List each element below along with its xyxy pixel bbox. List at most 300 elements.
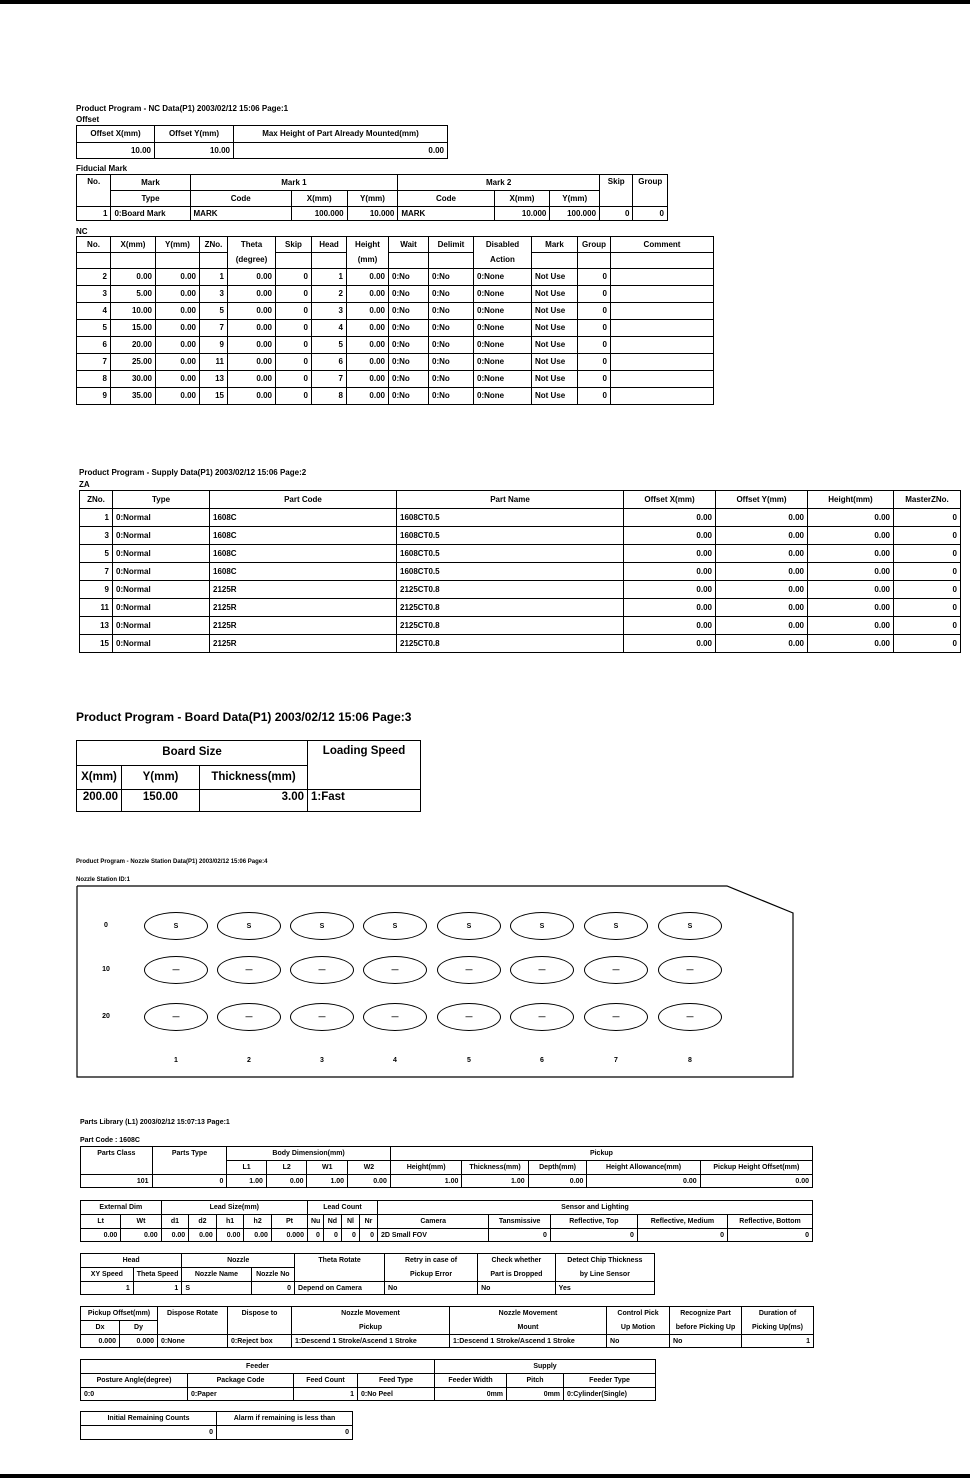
- nozzle-slot[interactable]: —: [437, 1003, 501, 1031]
- fid-m2-x-header: X(mm): [494, 191, 550, 207]
- board-table: [76, 740, 421, 812]
- supply-row-cell: 0.00: [808, 581, 894, 599]
- nc-row-cell: 8: [77, 371, 111, 388]
- supply-row-cell: 0.00: [716, 509, 808, 527]
- theta-speed-header: Theta Speed: [133, 1268, 182, 1282]
- lead-sensor-header-cell: d1: [161, 1215, 189, 1229]
- sensor-lighting-header: Sensor and Lighting: [377, 1201, 812, 1215]
- supply-row-cell: 0.00: [808, 545, 894, 563]
- nc-row-cell: 13: [200, 371, 228, 388]
- part-code-label: Part Code : 1608C: [80, 1137, 140, 1144]
- supply-row-cell: 5: [80, 545, 113, 563]
- nc-row-cell: 25.00: [111, 354, 156, 371]
- head-header: Head: [81, 1254, 182, 1268]
- nozzle-header: Nozzle: [182, 1254, 295, 1268]
- detect-thickness-header: Detect Chip Thickness: [555, 1254, 654, 1268]
- supply-row-cell: 3: [80, 527, 113, 545]
- nc-row-cell: 0: [276, 269, 312, 286]
- nc-row-cell: 3: [77, 286, 111, 303]
- nc-row-cell: 15: [200, 388, 228, 405]
- fid-type-header: Type: [111, 191, 190, 207]
- max-height-value: 0.00: [234, 143, 448, 159]
- theta-speed-value: 1: [133, 1282, 182, 1295]
- nc-table: [76, 236, 714, 405]
- nozzle-slot[interactable]: —: [437, 956, 501, 984]
- supply-row-cell: 9: [80, 581, 113, 599]
- fid-m2-code-header: Code: [398, 191, 494, 207]
- offset-label: Offset: [76, 115, 100, 124]
- fid-m1-y-header: Y(mm): [347, 191, 398, 207]
- parts-body-pickup-table: [80, 1146, 813, 1188]
- nc-row-cell: 0: [276, 286, 312, 303]
- supply-row-cell: 0.00: [624, 581, 716, 599]
- nc-h-theta: Theta: [228, 237, 276, 253]
- theta-rotate-header: Theta Rotate: [295, 1254, 385, 1268]
- nc-row-cell: 0:No: [389, 286, 429, 303]
- supply-row-cell: 2125R: [210, 635, 397, 653]
- nozzle-slot[interactable]: S: [510, 912, 574, 940]
- nc-row-cell: 0:None: [474, 354, 532, 371]
- nc-row-cell: 0: [578, 320, 611, 337]
- nc-row-cell: 0.00: [347, 320, 389, 337]
- nc-row-cell: 0.00: [156, 286, 200, 303]
- max-height-header: Max Height of Part Already Mounted(mm): [234, 126, 448, 143]
- nozzle-movement-pickup-header: Nozzle Movement: [292, 1307, 450, 1321]
- nozzle-slot[interactable]: S: [363, 912, 427, 940]
- nc-row-cell: 0:None: [474, 337, 532, 354]
- nc-row-cell: 0.00: [228, 371, 276, 388]
- nc-row-cell: 0.00: [156, 269, 200, 286]
- fid-m2-y-header: Y(mm): [550, 191, 600, 207]
- lead-sensor-value-cell: 0.00: [121, 1229, 161, 1242]
- lead-sensor-header-cell: Nl: [341, 1215, 359, 1229]
- feeder-supply-header-cell: Feed Type: [358, 1374, 435, 1388]
- supply-row-cell: 0: [894, 563, 961, 581]
- lead-sensor-value-cell: 0: [489, 1229, 551, 1242]
- loading-speed-value: 1:Fast: [308, 790, 421, 812]
- control-pickup-value: No: [607, 1335, 670, 1348]
- height-allowance-header: Height Allowance(mm): [587, 1161, 700, 1175]
- fid-m1-code: MARK: [190, 207, 291, 221]
- offset-x-value: 10.00: [77, 143, 155, 159]
- parts-type-header: Parts Type: [152, 1147, 227, 1161]
- body-pickup-value-cell: 0.00: [528, 1175, 587, 1188]
- nozzle-slot[interactable]: S: [217, 912, 281, 940]
- nozzle-slot[interactable]: —: [144, 956, 208, 984]
- nozzle-slot[interactable]: —: [290, 956, 354, 984]
- nc-row-cell: 6: [77, 337, 111, 354]
- nc-h-y: Y(mm): [156, 237, 200, 253]
- body-pickup-value-cell: 0.00: [587, 1175, 700, 1188]
- body-dimension-header: Body Dimension(mm): [227, 1147, 390, 1161]
- nc-row-cell: 0.00: [228, 320, 276, 337]
- nc-row: [77, 286, 714, 303]
- nc-row-cell: 6: [312, 354, 347, 371]
- theta-rotate-value: Depend on Camera: [295, 1282, 385, 1295]
- nc-row-cell: 0.00: [228, 354, 276, 371]
- nc-row-cell: 9: [77, 388, 111, 405]
- detect-thickness-value: Yes: [555, 1282, 654, 1295]
- dy-value: 0.000: [120, 1335, 158, 1348]
- supply-row-cell: 0.00: [808, 563, 894, 581]
- nc-h-no: No.: [77, 237, 111, 253]
- supply-row: [80, 509, 961, 527]
- supply-row-cell: 0.00: [624, 527, 716, 545]
- top-border: [0, 0, 970, 4]
- supply-row-cell: 0.00: [624, 545, 716, 563]
- lead-sensor-value-cell: 0: [323, 1229, 341, 1242]
- nc-row-cell: 4: [312, 320, 347, 337]
- pickup-height-offset-header: Pickup Height Offset(mm): [700, 1161, 812, 1175]
- nc-row-cell: Not Use: [532, 286, 578, 303]
- nc-row-cell: 30.00: [111, 371, 156, 388]
- supply-h-part-code: Part Code: [210, 491, 397, 509]
- supply-row-cell: 1608C: [210, 509, 397, 527]
- nozzle-slot[interactable]: —: [290, 1003, 354, 1031]
- fid-skip-header: Skip: [600, 175, 633, 207]
- supply-row-cell: 0:Normal: [113, 599, 210, 617]
- body-pickup-value-cell: 1.00: [390, 1175, 462, 1188]
- nc-row-cell: Not Use: [532, 337, 578, 354]
- supply-row-cell: 0.00: [808, 527, 894, 545]
- lead-sensor-value-cell: 0: [550, 1229, 637, 1242]
- supply-row-cell: 0.00: [808, 509, 894, 527]
- nc-row-cell: 11: [200, 354, 228, 371]
- body-pickup-value-cell: 101: [81, 1175, 153, 1188]
- nc-h-skip: Skip: [276, 237, 312, 253]
- nc-row-cell: 2: [77, 269, 111, 286]
- lead-sensor-value-cell: 0.00: [244, 1229, 272, 1242]
- nc-row-cell: 0.00: [347, 269, 389, 286]
- nc-row-cell: 0.00: [347, 286, 389, 303]
- supply-row-cell: 1608C: [210, 545, 397, 563]
- feeder-supply-header-cell: Feeder Type: [564, 1374, 656, 1388]
- za-label: ZA: [79, 480, 90, 489]
- fid-m1-x-header: X(mm): [291, 191, 347, 207]
- supply-row-cell: 2125R: [210, 581, 397, 599]
- nc-h-comment: Comment: [611, 237, 714, 253]
- supply-row: [80, 527, 961, 545]
- parts-head-nozzle-table: [80, 1253, 655, 1295]
- nozzle-col-label: 3: [320, 1057, 324, 1064]
- nc-row-cell: 0: [276, 337, 312, 354]
- body-pickup-value-cell: 0.00: [700, 1175, 812, 1188]
- supply-row-cell: 7: [80, 563, 113, 581]
- nc-row: [77, 303, 714, 320]
- fid-group-header: Group: [633, 175, 668, 207]
- nozzle-slot[interactable]: —: [217, 1003, 281, 1031]
- nc-row-cell: [611, 354, 714, 371]
- parts-remaining-table: [80, 1411, 353, 1440]
- supply-row-cell: 0.00: [716, 527, 808, 545]
- nc-row-cell: 0.00: [156, 303, 200, 320]
- l2-header: L2: [266, 1161, 307, 1175]
- lead-sensor-header-cell: Pt: [271, 1215, 307, 1229]
- nozzle-movement-mount-value: 1:Descend 1 Stroke/Ascend 1 Stroke: [450, 1335, 607, 1348]
- pickup-depth-header: Depth(mm): [528, 1161, 587, 1175]
- fid-m2-x: 10.000: [494, 207, 550, 221]
- supply-row: [80, 581, 961, 599]
- nc-row-cell: 0: [578, 303, 611, 320]
- nc-row-cell: 0: [276, 388, 312, 405]
- nc-row-cell: [611, 286, 714, 303]
- fid-no: 1: [77, 207, 111, 221]
- nc-row-cell: 15.00: [111, 320, 156, 337]
- nc-row-cell: 5: [312, 337, 347, 354]
- board-size-header: Board Size: [77, 741, 308, 766]
- nc-row-cell: 0: [578, 269, 611, 286]
- nozzle-slot[interactable]: —: [658, 1003, 722, 1031]
- nc-row: [77, 371, 714, 388]
- feeder-supply-value-cell: 0:Paper: [188, 1388, 294, 1401]
- nozzle-col-label: 2: [247, 1057, 251, 1064]
- control-pickup-header-2: Up Motion: [607, 1321, 670, 1335]
- nc-row-cell: 5: [200, 303, 228, 320]
- nozzle-station-id: Nozzle Station ID:1: [76, 877, 131, 883]
- nozzle-no-header: Nozzle No: [251, 1268, 294, 1282]
- lead-sensor-value-cell: 0: [341, 1229, 359, 1242]
- dispose-rotate-header: Dispose Rotate: [158, 1307, 228, 1321]
- nc-h-zno: ZNo.: [200, 237, 228, 253]
- feeder-supply-header-cell: Pitch: [507, 1374, 564, 1388]
- nc-row-cell: 0: [578, 337, 611, 354]
- nc-row-cell: [611, 371, 714, 388]
- fid-m2-y: 100.000: [550, 207, 600, 221]
- supply-row: [80, 617, 961, 635]
- parts-lead-sensor-table: [80, 1200, 813, 1242]
- nozzle-slot[interactable]: —: [584, 1003, 648, 1031]
- supply-row-cell: 2125R: [210, 617, 397, 635]
- nc-row-cell: 0:No: [429, 388, 474, 405]
- nc-row-cell: 0:No: [429, 354, 474, 371]
- supply-row-cell: 2125CT0.8: [397, 635, 624, 653]
- nc-row-cell: 0: [578, 388, 611, 405]
- nc-row-cell: 0.00: [228, 303, 276, 320]
- recognize-part-header: Recognize Part: [670, 1307, 742, 1321]
- nc-row-cell: 0:None: [474, 320, 532, 337]
- dx-header: Dx: [81, 1321, 120, 1335]
- lead-sensor-header-cell: Reflective, Bottom: [728, 1215, 813, 1229]
- nozzle-slot[interactable]: —: [144, 1003, 208, 1031]
- supply-row-cell: 1608CT0.5: [397, 509, 624, 527]
- fiducial-mark-label: Fiducial Mark: [76, 164, 128, 173]
- lead-count-header: Lead Count: [307, 1201, 377, 1215]
- supply-table: [79, 490, 961, 653]
- nozzle-col-label: 5: [467, 1057, 471, 1064]
- nc-row-cell: 4: [77, 303, 111, 320]
- supply-row-cell: 0.00: [716, 635, 808, 653]
- nc-h-height-unit: (mm): [347, 253, 389, 269]
- lead-sensor-header-cell: Wt: [121, 1215, 161, 1229]
- nc-row-cell: [611, 320, 714, 337]
- fid-group: 0: [633, 207, 668, 221]
- nozzle-movement-mount-header: Nozzle Movement: [450, 1307, 607, 1321]
- lead-sensor-value-cell: 0.00: [81, 1229, 121, 1242]
- nc-row-cell: 1: [312, 269, 347, 286]
- fid-no-header: No.: [77, 175, 111, 207]
- nc-row-cell: 10.00: [111, 303, 156, 320]
- supply-h-zno: ZNo.: [80, 491, 113, 509]
- nc-row-cell: 0.00: [156, 320, 200, 337]
- nc-row: [77, 320, 714, 337]
- nozzle-slot[interactable]: S: [584, 912, 648, 940]
- nozzle-row-label: 10: [102, 966, 110, 973]
- nc-row-cell: 0:None: [474, 388, 532, 405]
- pickup-height-header: Height(mm): [390, 1161, 462, 1175]
- nozzle-row-label: 20: [102, 1013, 110, 1020]
- nozzle-station-title: Product Program - Nozzle Station Data(P1) 2003/02/12 15:06 Page:4: [76, 859, 268, 865]
- nc-h-x: X(mm): [111, 237, 156, 253]
- supply-row-cell: 0.00: [624, 563, 716, 581]
- nozzle-col-label: 8: [688, 1057, 692, 1064]
- lead-sensor-header-cell: Lt: [81, 1215, 121, 1229]
- nc-row-cell: Not Use: [532, 354, 578, 371]
- alarm-remaining-value: 0: [217, 1426, 353, 1440]
- feeder-supply-value-cell: 0mm: [435, 1388, 507, 1401]
- nc-row: [77, 269, 714, 286]
- nc-row-cell: [611, 337, 714, 354]
- nc-row-cell: 5: [77, 320, 111, 337]
- supply-row-cell: 0: [894, 599, 961, 617]
- nc-row-cell: [611, 388, 714, 405]
- nozzle-slot[interactable]: —: [584, 956, 648, 984]
- nc-row-cell: Not Use: [532, 320, 578, 337]
- nc-row-cell: 0: [578, 371, 611, 388]
- supply-row-cell: 0.00: [624, 617, 716, 635]
- nc-h-wait: Wait: [389, 237, 429, 253]
- nozzle-slot[interactable]: —: [510, 956, 574, 984]
- initial-remaining-header: Initial Remaining Counts: [81, 1412, 217, 1426]
- nc-row-cell: 0:No: [389, 303, 429, 320]
- nc-row-cell: 0.00: [347, 388, 389, 405]
- nc-row-cell: 0.00: [111, 269, 156, 286]
- nc-row-cell: 0.00: [347, 303, 389, 320]
- alarm-remaining-header: Alarm if remaining is less than: [217, 1412, 353, 1426]
- nc-row-cell: 0.00: [228, 337, 276, 354]
- supply-row-cell: 0:Normal: [113, 563, 210, 581]
- nozzle-slot[interactable]: S: [290, 912, 354, 940]
- supply-h-part-name: Part Name: [397, 491, 624, 509]
- nozzle-slot[interactable]: —: [363, 1003, 427, 1031]
- nozzle-slot[interactable]: S: [658, 912, 722, 940]
- supply-h-offset-y: Offset Y(mm): [716, 491, 808, 509]
- lead-sensor-header-cell: Tansmissive: [489, 1215, 551, 1229]
- nozzle-slot[interactable]: —: [363, 956, 427, 984]
- lead-sensor-value-cell: 0.00: [216, 1229, 244, 1242]
- supply-row-cell: 2125CT0.8: [397, 617, 624, 635]
- dy-header: Dy: [120, 1321, 158, 1335]
- initial-remaining-value: 0: [81, 1426, 217, 1440]
- nc-row-cell: Not Use: [532, 371, 578, 388]
- body-pickup-value-cell: 1.00: [462, 1175, 528, 1188]
- parts-feeder-supply-table: [80, 1359, 656, 1401]
- nc-row-cell: 1: [200, 269, 228, 286]
- supply-row-cell: 1608CT0.5: [397, 545, 624, 563]
- lead-sensor-header-cell: h2: [244, 1215, 272, 1229]
- lead-sensor-header-cell: Nd: [323, 1215, 341, 1229]
- retry-pickup-header-2: Pickup Error: [385, 1268, 478, 1282]
- supply-row-cell: 1608C: [210, 563, 397, 581]
- nc-row-cell: Not Use: [532, 269, 578, 286]
- nc-h-group: Group: [578, 237, 611, 253]
- lead-sensor-header-cell: Camera: [377, 1215, 488, 1229]
- feeder-supply-header-cell: Feeder Width: [435, 1374, 507, 1388]
- supply-h-master-zno: MasterZNo.: [894, 491, 961, 509]
- feeder-header: Feeder: [81, 1360, 435, 1374]
- supply-row-cell: 1608CT0.5: [397, 527, 624, 545]
- supply-row-cell: 2125CT0.8: [397, 581, 624, 599]
- supply-row-cell: 15: [80, 635, 113, 653]
- supply-row-cell: 0.00: [716, 617, 808, 635]
- supply-row-cell: 11: [80, 599, 113, 617]
- board-thickness-value: 3.00: [200, 790, 308, 812]
- supply-row-cell: 0: [894, 581, 961, 599]
- nc-row-cell: 2: [312, 286, 347, 303]
- supply-row-cell: 13: [80, 617, 113, 635]
- fid-type: 0:Board Mark: [111, 207, 190, 221]
- nc-row-cell: 0:No: [389, 320, 429, 337]
- supply-row-cell: 0: [894, 527, 961, 545]
- nozzle-name-header: Nozzle Name: [182, 1268, 251, 1282]
- lead-sensor-value-cell: 2D Small FOV: [377, 1229, 488, 1242]
- nc-row-cell: 7: [77, 354, 111, 371]
- nozzle-movement-pickup-value: 1:Descend 1 Stroke/Ascend 1 Stroke: [292, 1335, 450, 1348]
- nc-row: [77, 337, 714, 354]
- feeder-supply-header-cell: Posture Angle(degree): [81, 1374, 188, 1388]
- fid-mark1-header: Mark 1: [190, 175, 398, 191]
- pickup-thickness-header: Thickness(mm): [462, 1161, 528, 1175]
- nc-row-cell: 9: [200, 337, 228, 354]
- retry-pickup-header: Retry in case of: [385, 1254, 478, 1268]
- lead-sensor-header-cell: d2: [189, 1215, 217, 1229]
- feeder-supply-header-cell: Feed Count: [294, 1374, 358, 1388]
- nozzle-slot[interactable]: S: [437, 912, 501, 940]
- nozzle-col-label: 4: [393, 1057, 397, 1064]
- feeder-supply-value-cell: 0mm: [507, 1388, 564, 1401]
- nozzle-slot[interactable]: —: [658, 956, 722, 984]
- nozzle-slot[interactable]: —: [510, 1003, 574, 1031]
- supply-h-height: Height(mm): [808, 491, 894, 509]
- nozzle-slot[interactable]: S: [144, 912, 208, 940]
- supply-header: Supply: [435, 1360, 656, 1374]
- nc-row-cell: 0.00: [156, 354, 200, 371]
- lead-sensor-value-cell: 0: [307, 1229, 323, 1242]
- feeder-supply-header-cell: Package Code: [188, 1374, 294, 1388]
- nc-row-cell: 0:No: [429, 320, 474, 337]
- nc-row-cell: 0:No: [389, 354, 429, 371]
- fiducial-mark-table: [76, 174, 668, 221]
- offset-y-value: 10.00: [155, 143, 234, 159]
- offset-table: [76, 125, 448, 159]
- board-data-title: Product Program - Board Data(P1) 2003/02/12 15:06 Page:3: [76, 710, 412, 724]
- lead-sensor-value-cell: 0.00: [161, 1229, 189, 1242]
- external-dim-header: External Dim: [81, 1201, 162, 1215]
- supply-row-cell: 0: [894, 617, 961, 635]
- nc-h-height: Height: [347, 237, 389, 253]
- nc-row-cell: 0:None: [474, 286, 532, 303]
- nozzle-slot[interactable]: —: [217, 956, 281, 984]
- supply-row-cell: 1608CT0.5: [397, 563, 624, 581]
- nc-row-cell: 7: [312, 371, 347, 388]
- nc-h-disabled: Disabled: [474, 237, 532, 253]
- duration-picking-header: Duration of: [742, 1307, 814, 1321]
- nc-row-cell: 0:No: [389, 269, 429, 286]
- nc-row-cell: 0.00: [156, 388, 200, 405]
- supply-row-cell: 0.00: [716, 599, 808, 617]
- nc-row-cell: 0: [276, 371, 312, 388]
- nc-row-cell: 0.00: [228, 388, 276, 405]
- nc-row-cell: 0:No: [389, 388, 429, 405]
